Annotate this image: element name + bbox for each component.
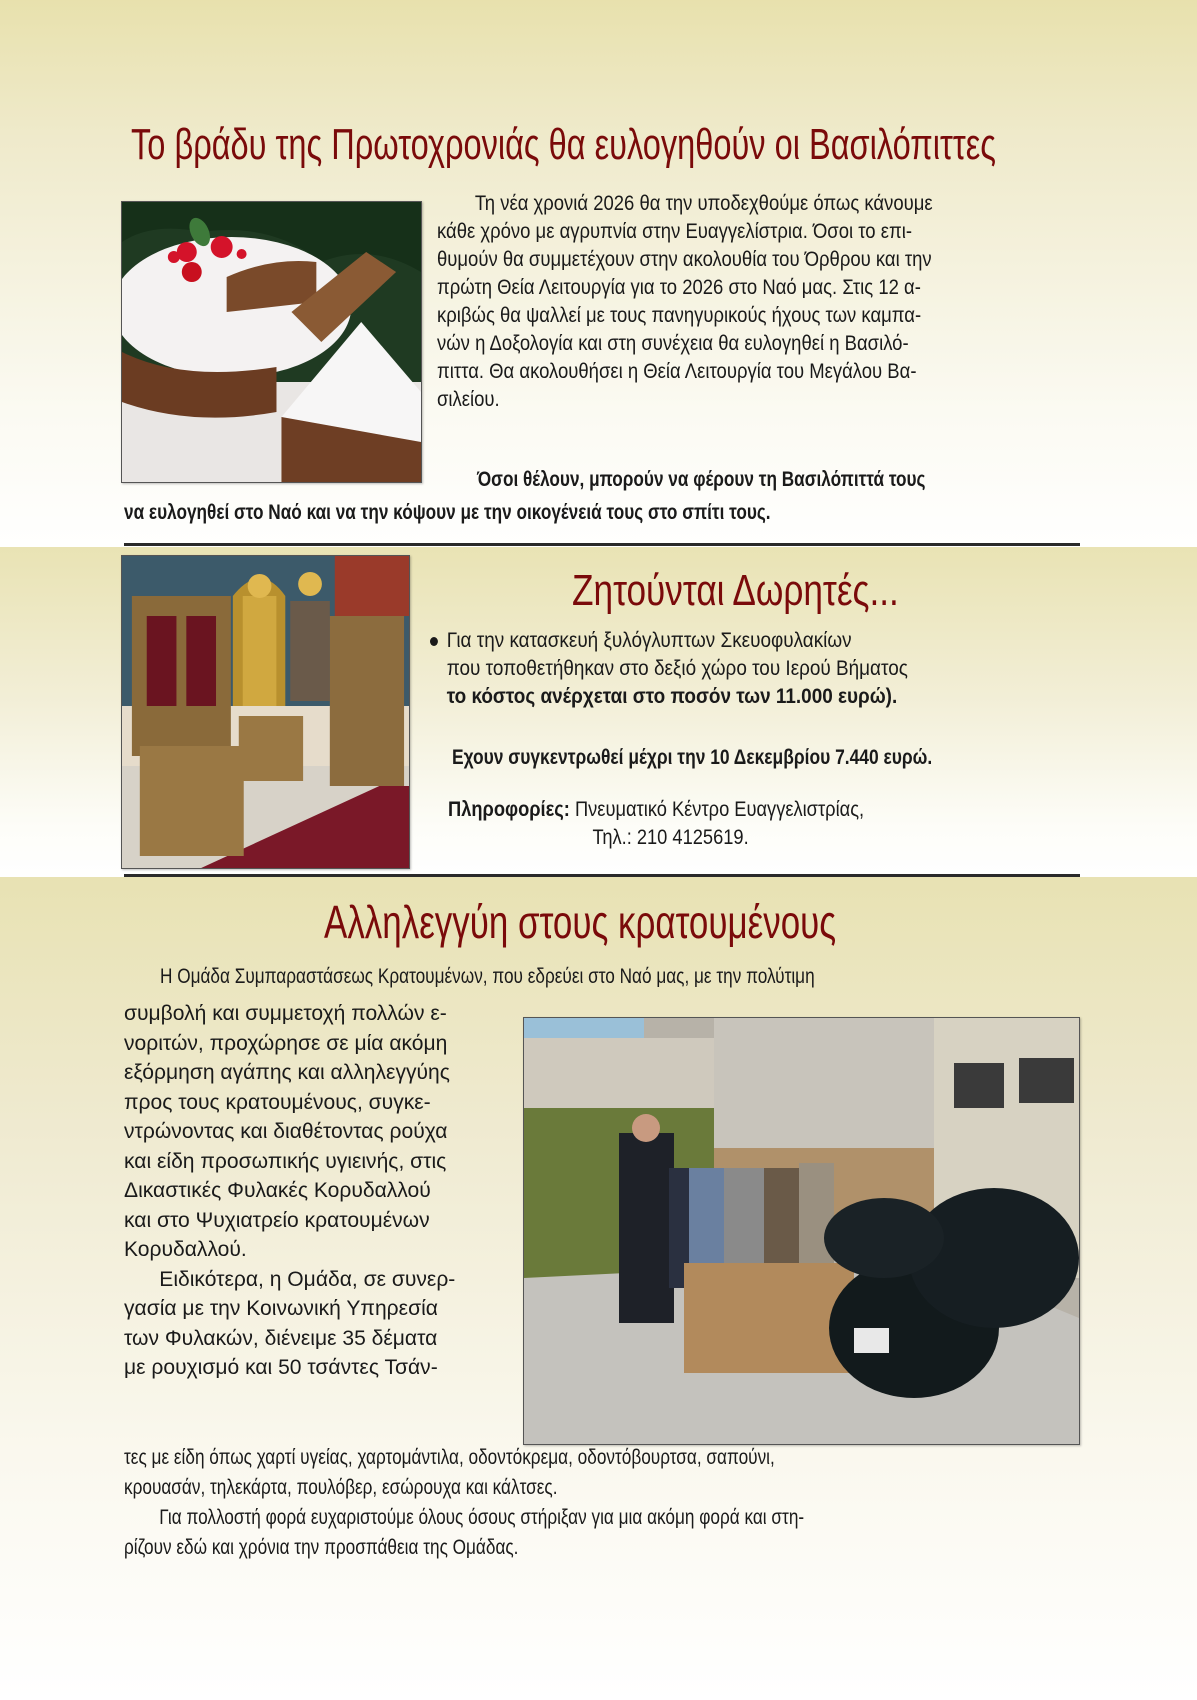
text-line: πρώτη Θεία Λειτουργία για το 2026 στο Ναό μας. Στις 12 α- xyxy=(437,275,921,299)
text-line: εξόρμηση αγάπης και αλληλεγγύης xyxy=(124,1060,450,1084)
text-line: νοριτών, προχώρησε σε μία ακόμη xyxy=(124,1030,448,1055)
text-line: πιττα. Θα ακολουθήσει η Θεία Λειτουργία του Μεγάλου Βα- xyxy=(437,359,917,383)
info-label: Πληροφορίες: xyxy=(448,797,570,821)
text-line: ντρώνοντας και διαθέτοντας ρούχα xyxy=(124,1119,448,1143)
bullet-line: που τοποθετήθηκαν στο δεξιό χώρο του Ιερού Βήματος xyxy=(446,656,908,680)
text-line: ρίζουν εδώ και χρόνια την προσπάθεια της Ομάδας. xyxy=(124,1535,519,1559)
text-line: των Φυλακών, διένειμε 35 δέματα xyxy=(124,1325,438,1350)
text-line: προς τους κρατουμένους, συγκε- xyxy=(124,1089,431,1114)
section-title-donors: Ζητούνται Δωρητές... xyxy=(572,566,899,615)
text-line: σιλείου. xyxy=(437,387,500,411)
vasilopita-photo xyxy=(121,201,422,483)
text-line: συμβολή και συμμετοχή πολλών ε- xyxy=(124,1001,447,1025)
text-line: Κορυδαλλού. xyxy=(124,1237,247,1261)
section-divider xyxy=(124,874,1080,877)
text-line: κριβώς θα ψαλλεί με τους πανηγυρικούς ήχους των καμπα- xyxy=(437,303,922,327)
vasilopita-paragraph xyxy=(437,189,1079,413)
info-org: Πνευματικό Κέντρο Ευαγγελιστρίας, xyxy=(574,797,865,821)
text-line: με ρουχισμό και 50 τσάντες Τσάν- xyxy=(124,1355,438,1379)
section-title-vasilopita: Το βράδυ της Πρωτοχρονιάς θα ευλογηθούν οι Βασιλόπιττες xyxy=(131,120,996,169)
text-line: κρουασάν, τηλεκάρτα, πουλόβερ, εσώρουχα και κάλτσες. xyxy=(124,1475,558,1499)
solidarity-first-line: Η Ομάδα Συμπαραστάσεως Κρατουμένων, που εδρεύει στο Ναό μας, με την πολύτιμη xyxy=(160,964,815,988)
text-line: Ειδικότερα, η Ομάδα, σε συνερ- xyxy=(159,1266,456,1291)
donors-bullet xyxy=(430,626,1064,710)
text-line: κάθε χρόνο με αγρυπνία στην Ευαγγελίστρια. Όσοι το επι- xyxy=(437,219,912,243)
info-phone: Τηλ.: 210 4125619. xyxy=(592,825,749,849)
text-line: και στο Ψυχιατρείο κρατουμένων xyxy=(124,1207,430,1232)
bullet-icon xyxy=(430,637,438,646)
section-title-solidarity: Αλληλεγγύη στους κρατουμένους xyxy=(324,896,837,948)
text-line: Για πολλοστή φορά ευχαριστούμε όλους όσους στήριξαν για μια ακόμη φορά και στη- xyxy=(159,1505,805,1529)
collected-amount: Εχουν συγκεντρωθεί μέχρι την 10 Δεκεμβρίου 7.440 ευρώ. xyxy=(452,745,933,769)
text-line: θυμούν θα συμμετέχουν στην ακολουθία του Όρθρου και την xyxy=(437,247,932,271)
vestry-cabinets-photo xyxy=(121,555,410,869)
text-line: γασία με την Κοινωνική Υπηρεσία xyxy=(124,1296,438,1320)
vasilopita-note-line-1: Όσοι θέλουν, μπορούν να φέρουν τη Βασιλόπιττά τους xyxy=(477,467,926,491)
text-line: Τη νέα χρονιά 2026 θα την υποδεχθούμε όπως κάνουμε xyxy=(474,191,933,215)
text-line: νών η Δοξολογία και στη συνέχεια θα ευλογηθεί η Βασιλό- xyxy=(437,331,909,355)
vasilopita-note-line-2: να ευλογηθεί στο Ναό και να την κόψουν με την οικογένειά τους στο σπίτι τους. xyxy=(124,500,771,524)
text-line: τες με είδη όπως χαρτί υγείας, χαρτομάντιλα, οδοντόκρεμα, οδοντόβουρτσα, σαπούνι, xyxy=(124,1445,775,1469)
info-contact xyxy=(448,795,1060,851)
section-divider xyxy=(124,543,1080,546)
solidarity-full-lines xyxy=(124,1442,1020,1562)
donation-delivery-photo xyxy=(523,1017,1080,1445)
text-line: Δικαστικές Φυλακές Κορυδαλλού xyxy=(124,1178,431,1202)
text-line: και είδη προσωπικής υγιεινής, στις xyxy=(124,1148,447,1173)
bullet-line: Για την κατασκευή ξυλόγλυπτων Σκευοφυλακίων xyxy=(430,626,1064,654)
solidarity-left-column xyxy=(124,999,516,1383)
cost-line: το κόστος ανέρχεται στο ποσόν των 11.000 ευρώ). xyxy=(446,684,898,708)
